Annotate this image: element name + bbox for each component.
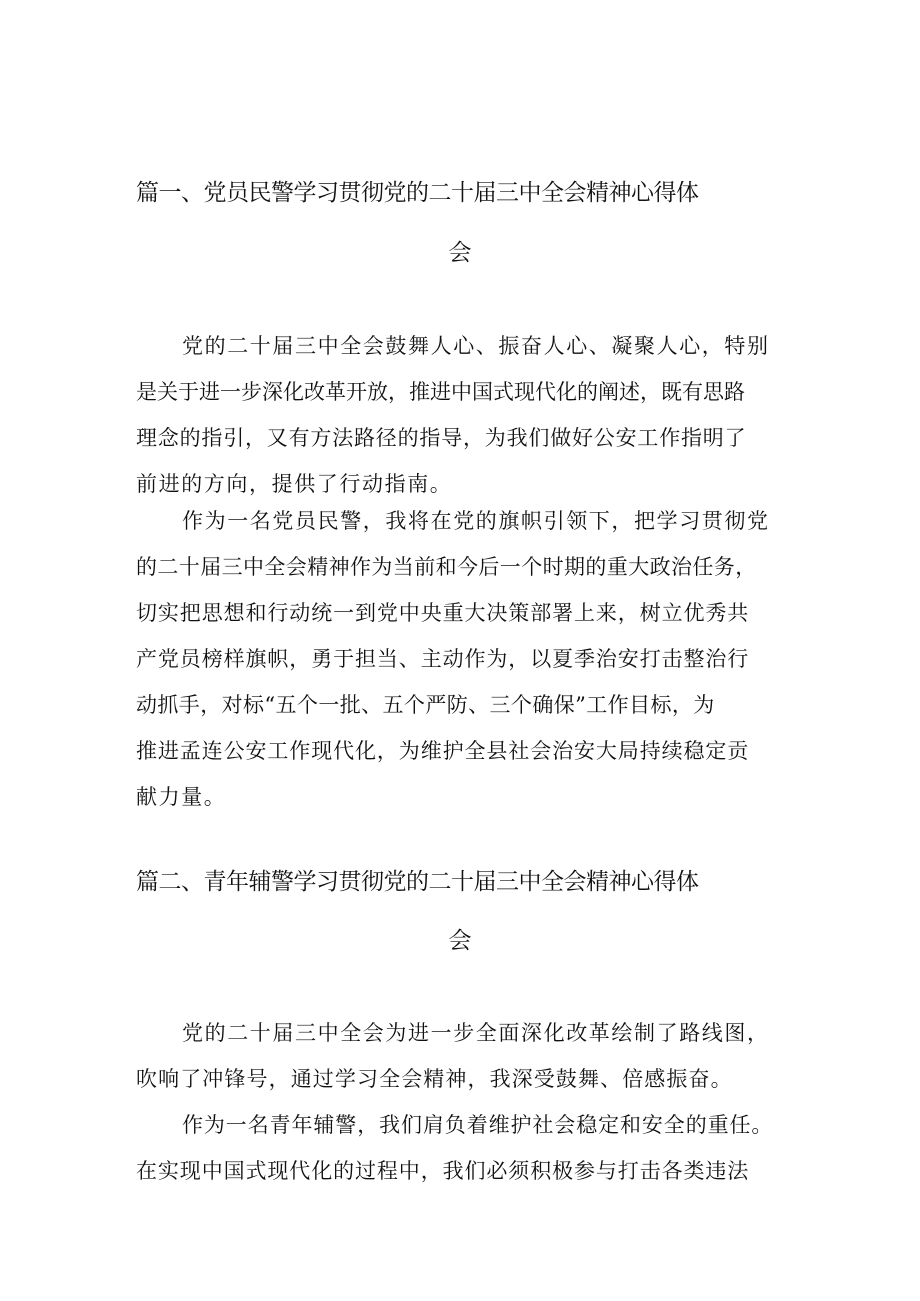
section1-title: 篇一、党员民警学习贯彻党的二十届三中全会精神心得体 xyxy=(136,180,699,206)
text-line: 产党员榜样旗帜，勇于担当、主动作为，以夏季治安打击整治行 xyxy=(136,647,750,671)
section2-paragraph-1 xyxy=(136,1010,796,1102)
section1-paragraph-1 xyxy=(136,323,796,507)
text-line: 作为一名党员民警，我将在党的旗帜引领下，把学习贯彻党 xyxy=(182,509,770,533)
section1-title-continuation: 会 xyxy=(448,240,472,266)
text-line: 前进的方向，提供了行动指南。 xyxy=(136,472,453,496)
text-line: 是关于进一步深化改革开放，推进中国式现代化的阐述，既有思路 xyxy=(136,380,745,404)
text-line: 党的二十届三中全会为进一步全面深化改革绘制了路线图， xyxy=(182,1021,770,1045)
text-line: 的二十届三中全会精神作为当前和今后一个时期的重大政治任务， xyxy=(136,555,757,579)
text-line: 推进孟连公安工作现代化，为维护全县社会治安大局持续稳定贡 xyxy=(136,739,750,763)
text-line: 作为一名青年辅警，我们肩负着维护社会稳定和安全的重任。 xyxy=(182,1113,774,1137)
section1-paragraph-2 xyxy=(136,498,796,820)
text-line: 动抓手，对标“五个一批、五个严防、三个确保”工作目标，为 xyxy=(136,693,715,717)
text-line: 党的二十届三中全会鼓舞人心、振奋人心、凝聚人心，特别 xyxy=(182,334,770,358)
text-line: 切实把思想和行动统一到党中央重大决策部署上来，树立优秀共 xyxy=(136,601,750,625)
section2-title: 篇二、青年辅警学习贯彻党的二十届三中全会精神心得体 xyxy=(136,869,699,895)
section2-title-continuation: 会 xyxy=(448,928,472,954)
text-line: 献力量。 xyxy=(136,785,227,809)
section2-paragraph-2 xyxy=(136,1102,796,1194)
text-line: 吹响了冲锋号，通过学习全会精神，我深受鼓舞、倍感振奋。 xyxy=(136,1067,733,1091)
text-line: 理念的指引，又有方法路径的指导，为我们做好公安工作指明了 xyxy=(136,426,747,450)
text-line: 在实现中国式现代化的过程中，我们必须积极参与打击各类违法 xyxy=(136,1159,750,1183)
